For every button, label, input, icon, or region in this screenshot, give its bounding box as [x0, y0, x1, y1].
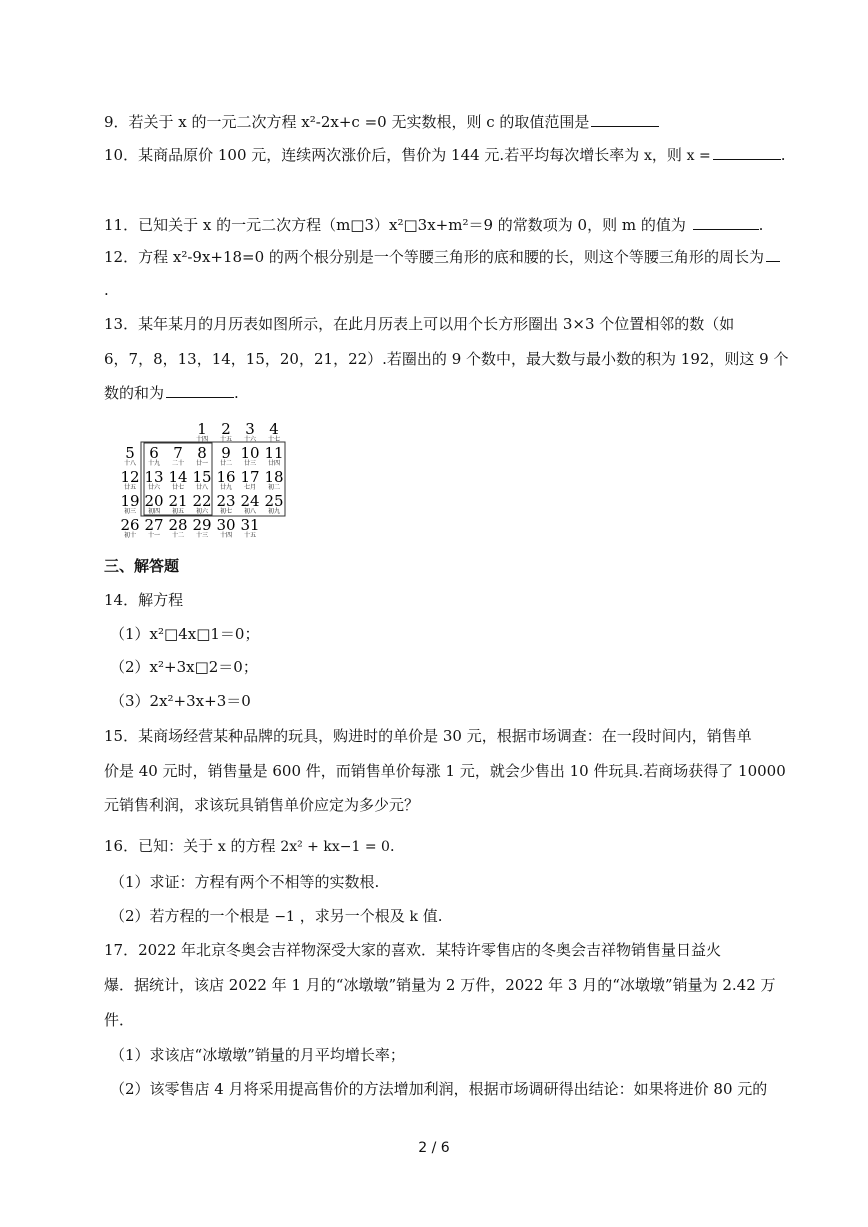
q13-blank [166, 383, 234, 398]
calendar-day: 28 [168, 516, 188, 534]
calendar-day: 31 [240, 516, 260, 534]
calendar-lunar-date: 初六 [195, 508, 209, 515]
calendar-lunar-date: 十一 [147, 532, 161, 539]
calendar-day: 19 [120, 492, 140, 510]
q16-k: k [409, 909, 418, 925]
calendar-day: 8 [197, 444, 207, 462]
q13-line3: 数的和为 [104, 384, 165, 402]
calendar-day: 5 [125, 444, 135, 462]
calendar-lunar-date: 廿六 [147, 484, 161, 491]
q16-mid: 的方程 [225, 837, 281, 855]
q11-end: . [758, 216, 764, 234]
calendar-lunar-date: 廿三 [243, 460, 257, 467]
q16-p2mid: ，求另一个根及 [294, 907, 410, 925]
q16-var: x [217, 839, 226, 855]
calendar-lunar-date: 廿九 [219, 484, 233, 491]
calendar-lunar-date: 初九 [267, 508, 281, 515]
q12-blank [766, 247, 780, 262]
q10-end: . [780, 146, 786, 164]
calendar-day: 23 [216, 492, 236, 510]
calendar-lunar-date: 二十 [171, 460, 185, 467]
q10-text: 10．某商品原价 100 元，连续两次涨价后，售价为 144 元.若平均每次增长率为 [104, 146, 644, 164]
calendar-lunar-date: 廿五 [123, 484, 137, 491]
q16-equation: 2x² + kx−1 = 0 [280, 839, 390, 855]
calendar-day: 17 [240, 468, 260, 486]
calendar-day: 30 [216, 516, 236, 534]
q10-eq: x = [686, 148, 711, 164]
q15-line3: 元销售利润，求该玩具销售单价应定为多少元？ [104, 796, 420, 814]
calendar-lunar-date: 廿七 [171, 484, 185, 491]
q12-text: 12．方程 x²-9x+18=0 的两个根分别是一个等腰三角形的底和腰的长，则这个等腰三角形的周长为 [104, 248, 764, 266]
calendar-day: 13 [144, 468, 164, 486]
q14-part2: （2）x²+3x□2＝0； [110, 658, 258, 676]
q12-cont: . [104, 281, 109, 299]
calendar-lunar-date: 初七 [219, 508, 233, 515]
calendar-day: 4 [269, 420, 279, 438]
q15-line2: 价是 40 元时，销售量是 600 件，而销售单价每涨 1 元，就会少售出 10 件玩具.若商场获得了 10000 [104, 762, 786, 780]
calendar-day: 21 [168, 492, 188, 510]
q16-root: −1 [274, 909, 295, 925]
q15-line1: 15．某商场经营某种品牌的玩具，购进时的单价是 30 元，根据市场调查：在一段时间内，销售单 [104, 727, 752, 745]
q13-line2: 6，7，8，13，14，15，20，21，22）.若圈出的 9 个数中，最大数与最小数的积为 192，则这 9 个 [104, 350, 789, 368]
q9-text: 9．若关于 x 的一元二次方程 x²-2x+c =0 无实数根，则 c 的取值范围是 [104, 113, 590, 131]
section-3-title: 三、解答题 [104, 557, 180, 575]
q17-line1: 17．2022 年北京冬奥会吉祥物深受大家的喜欢．某特许零售店的冬奥会吉祥物销售量日益火 [104, 941, 722, 959]
q14-title: 14．解方程 [104, 591, 184, 609]
q13-end: . [234, 384, 239, 402]
calendar-lunar-date: 十三 [195, 532, 209, 539]
q16-pre: 16．已知：关于 [104, 837, 218, 855]
calendar-day: 20 [144, 492, 164, 510]
calendar-lunar-date: 十八 [123, 460, 137, 467]
calendar-day: 3 [245, 420, 255, 438]
calendar-day: 26 [120, 516, 140, 534]
calendar-lunar-date: 廿一 [195, 460, 209, 467]
question-12 [104, 247, 780, 267]
q16-part1: （1）求证：方程有两个不相等的实数根. [110, 873, 380, 891]
calendar-lunar-date: 廿四 [267, 460, 281, 467]
calendar-lunar-date: 七月 [243, 484, 257, 491]
calendar-day: 18 [264, 468, 284, 486]
q10-var: x [643, 148, 652, 164]
question-11 [104, 215, 763, 235]
question-16-part2 [110, 906, 443, 927]
calendar-day: 29 [192, 516, 212, 534]
calendar-lunar-date: 十四 [195, 436, 209, 443]
calendar-day: 9 [221, 444, 231, 462]
calendar-lunar-date: 十七 [267, 436, 281, 443]
calendar-day: 27 [144, 516, 164, 534]
question-9 [104, 112, 659, 132]
calendar-day: 1 [197, 420, 207, 438]
calendar-day: 10 [240, 444, 260, 462]
calendar-day: 11 [264, 444, 284, 462]
calendar-day: 6 [149, 444, 159, 462]
q11-blank [693, 215, 759, 230]
calendar-figure [116, 420, 286, 540]
calendar-lunar-date: 廿二 [219, 460, 233, 467]
calendar-day: 14 [168, 468, 188, 486]
calendar-day: 22 [192, 492, 212, 510]
q14-part3: （3）2x²+3x+3＝0 [110, 692, 251, 710]
calendar-lunar-date: 十六 [243, 436, 257, 443]
calendar-lunar-date: 十九 [147, 460, 161, 467]
calendar-lunar-date: 十五 [243, 532, 257, 539]
page-number: 2 / 6 [418, 1140, 450, 1156]
calendar-lunar-date: 廿八 [195, 484, 209, 491]
calendar-lunar-date: 十五 [219, 436, 233, 443]
calendar-day: 7 [173, 444, 183, 462]
calendar-day: 16 [216, 468, 236, 486]
calendar-lunar-date: 十二 [171, 532, 185, 539]
q17-line2: 爆．据统计，该店 2022 年 1 月的“冰墩墩”销量为 2 万件，2022 年 3 月的“冰墩墩”销量为 2.42 万 [104, 976, 776, 994]
calendar-day: 2 [221, 420, 231, 438]
q11-text: 11．已知关于 x 的一元二次方程（m□3）x²□3x+m²＝9 的常数项为 0，则 m 的值为 [104, 216, 686, 234]
calendar-day: 24 [240, 492, 260, 510]
q9-blank [591, 112, 659, 127]
q13-line1: 13．某年某月的月历表如图所示，在此月历表上可以用个长方形圈出 3×3 个位置相邻的数（如 [104, 315, 735, 333]
calendar-lunar-date: 初八 [243, 508, 257, 515]
question-10 [104, 145, 786, 166]
q17-part1: （1）求该店“冰墩墩”销量的月平均增长率； [110, 1046, 405, 1064]
q16-end: . [389, 837, 395, 855]
question-16 [104, 836, 395, 857]
calendar-day: 12 [120, 468, 140, 486]
q17-line3: 件． [104, 1011, 135, 1029]
q16-p2end: 值. [418, 907, 443, 925]
question-13-line3 [104, 383, 239, 403]
calendar-lunar-date: 初十 [123, 532, 137, 539]
calendar-lunar-date: 初四 [147, 508, 161, 515]
calendar-lunar-date: 十四 [219, 532, 233, 539]
q17-part2: （2）该零售店 4 月将采用提高售价的方法增加利润，根据市场调研得出结论：如果将进价 80 元的 [110, 1080, 768, 1098]
calendar-lunar-date: 初二 [267, 484, 281, 491]
q14-part1: （1）x²□4x□1＝0； [110, 625, 260, 643]
q10-blank [713, 145, 781, 160]
q16-p2pre: （2）若方程的一个根是 [110, 907, 275, 925]
calendar-lunar-date: 初三 [123, 508, 137, 515]
calendar-lunar-date: 初五 [171, 508, 185, 515]
calendar-day: 25 [264, 492, 284, 510]
calendar-day: 15 [192, 468, 212, 486]
q10-mid: ，则 [651, 146, 687, 164]
